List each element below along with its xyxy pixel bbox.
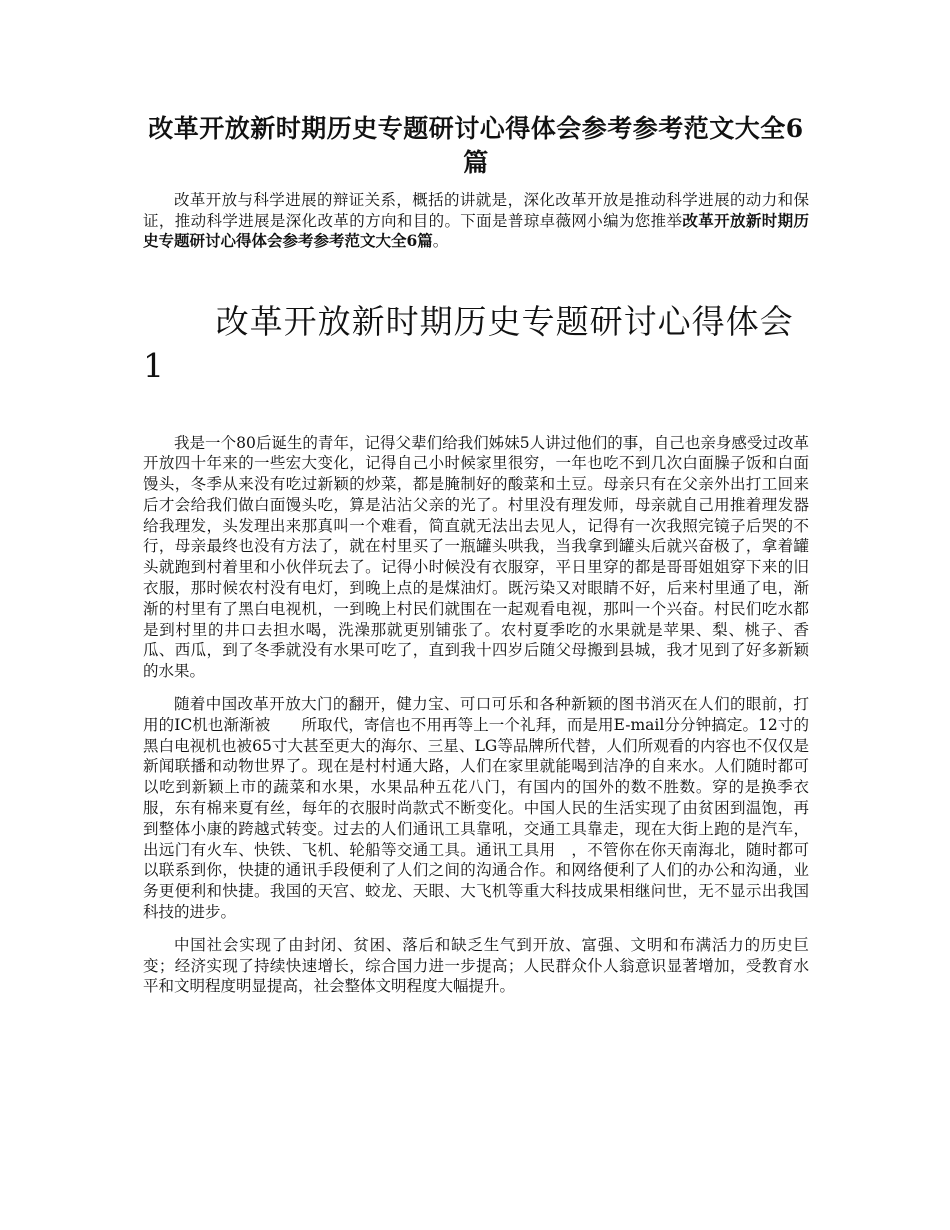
body-paragraph: 我是一个80后诞生的青年，记得父辈们给我们姊妹5人讲过他们的事，自己也亲身感受过改革开放四十年来的一些宏大变化，记得自己小时候家里很穷，一年也吃不到几次白面臊子饭和白面馒头，冬季从来没有吃过新颖的炒菜，都是腌制好的酸菜和土豆。母亲只有在父亲外出打工回来后才会给我们做白面馒头吃，算是沾沾父亲的光了。村里没有理发师，母亲就自己用推着理发器给我理发，头发理出来那真叫一个难看，简直就无法出去见人，记得有一次我照完镜子后哭的不行，母亲最终也没有方法了，就在村里买了一瓶罐头哄我，当我拿到罐头后就兴奋极了，拿着罐头就跑到村着里和小伙伴玩去了。记得小时候没有衣服穿，平日里穿的都是哥哥姐姐穿下来的旧衣服，那时候农村没有电灯，到晚上点的是煤油灯。既污染又对眼睛不好，后来村里通了电，渐渐的村里有了黑白电视机，一到晚上村民们就围在一起观看电视，那叫一个兴奋。村民们吃水都是到村里的井口去担水喝，洗澡那就更别铺张了。农村夏季吃的水果就是苹果、梨、桃子、香瓜、西瓜，到了冬季就没有水果可吃了，直到我十四岁后随父母搬到县城，我才见到了好多新颖的水果。 — [143, 433, 809, 681]
intro-text: 改革开放与科学进展的辩证关系，概括的讲就是，深化改革开放是推动科学进展的动力和保证，推动科学进展是深化改革的方向和目的。下面是普琼卓薇网小编为您推举 — [143, 191, 809, 230]
document-title: 改革开放新时期历史专题研讨心得体会参考参考范文大全6篇 — [148, 114, 804, 177]
intro-end: 。 — [432, 232, 449, 250]
intro-paragraph — [143, 190, 809, 252]
document-page — [143, 112, 841, 997]
section-heading: 改革开放新时期历史专题研讨心得体会1 — [143, 301, 794, 385]
intro-bold-title: 改革开放新时期历史专题研讨心得体会参考参考范文大全6篇 — [143, 210, 809, 250]
body-paragraph: 随着中国改革开放大门的翻开，健力宝、可口可乐和各种新颖的图书消灭在人们的眼前，打 用的IC机也渐渐被 所取代，寄信也不用再等上一个礼拜，而是用E-mail分分钟搞定。12寸的黑白电视机也被65寸大甚至更大的海尔、三星、LG等品牌所代替，人们所观看的内容也不仅仅是新闻联播和动物世界了。现在是村村通大路，人们在家里就能喝到洁净的自来水。人们随时都可以吃到新颖上市的蔬菜和水果，水果品种五花八门，有国内的国外的数不胜数。穿的是换季衣服，东有棉来夏有丝，每年的衣服时尚款式不断变化。中国人民的生活实现了由贫困到温饱，再到整体小康的跨越式转变。过去的人们通讯工具靠吼，交通工具靠走，现在大街上跑的是汽车，出远门有火车、快铁、飞机、轮船等交通工具。通讯工具用 ，不管你在你天南海北，随时都可以联系到你，快捷的通讯手段便利了人们之间的沟通合作。和网络便利了人们的办公和沟通，业务更便利和快捷。我国的天宫、蛟龙、天眼、大飞机等重大科技成果相继问世，无不显示出我国科技的进步。 — [143, 695, 841, 922]
body-paragraph: 中国社会实现了由封闭、贫困、落后和缺乏生气到开放、富强、文明和布满活力的历史巨变；经济实现了持续快速增长，综合国力进一步提高；人民群众仆人翁意识显著增加，受教育水平和文明程度明显提高，社会整体文明程度大幅提升。 — [143, 935, 809, 996]
